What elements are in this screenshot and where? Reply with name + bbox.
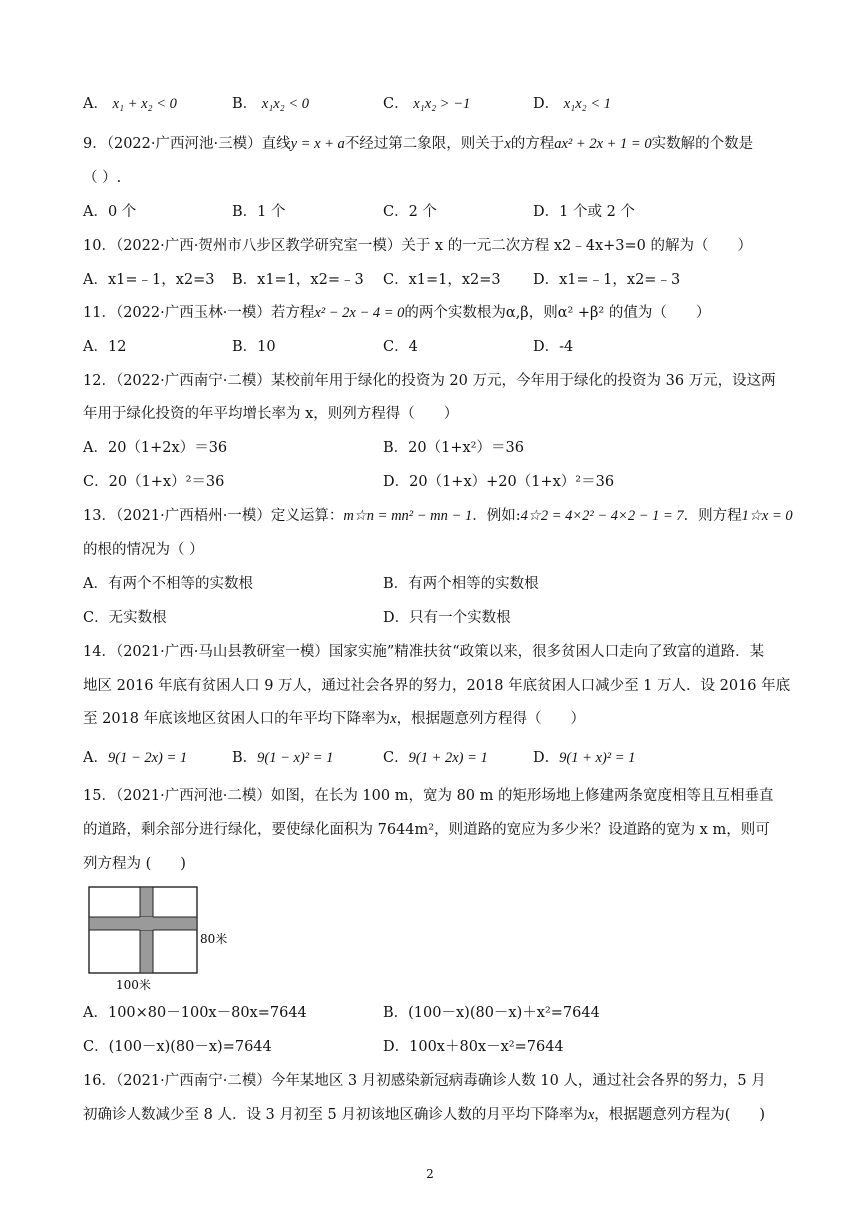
q13-option-a: A．有两个不相等的实数根 [83,576,253,592]
q12-option-d: D．20（1+x）+20（1+x）²＝36 [383,474,615,490]
q11-option-c: C．4 [383,339,418,355]
q13-option-d: D．只有一个实数根 [383,610,511,626]
q8-option-d: D． x₁x₂ < 1 [533,96,611,112]
q14-option-d: D．9(1 + x)² = 1 [533,750,636,766]
q10-stem: 10．（2022·广西·贺州市八步区教学研究室一模）关于 x 的一元二次方程 x2﹣4x+3=0 的解为（ ） [83,238,752,254]
q14-option-c: C．9(1 + 2x) = 1 [383,750,488,766]
q10-option-a: A．x1=﹣1，x2=3 [83,272,215,288]
q14-option-b: B．9(1 − x)² = 1 [232,750,334,766]
figure-label-width: 80米 [200,932,228,946]
road-crossing [140,917,153,930]
q11-option-b: B．10 [232,339,276,355]
q15-option-c: C．(100－x)(80－x)=7644 [83,1039,272,1055]
q9-option-c: C．2 个 [383,204,437,220]
q9-stem-cont: （ ）. [83,170,122,186]
q9-option-d: D．1 个或 2 个 [533,204,635,220]
q10-option-c: C．x1=1，x2=3 [383,272,501,288]
q9-option-a: A．0 个 [83,204,137,220]
q15-stem-cont2: 列方程为 ( ) [83,856,186,872]
road-field-figure [88,886,248,994]
figure-label-length: 100米 [116,978,151,992]
q12-stem: 12．（2022·广西南宁·二模）某校前年用于绿化的投资为 20 万元，今年用于绿化的投资为 36 万元，设这两 [83,373,776,389]
q11-stem: 11．（2022·广西玉林·一模）若方程x² − 2x − 4 = 0的两个实数根为α,β，则α² +β² 的值为（ ） [83,305,711,321]
q12-option-a: A．20（1+2x）＝36 [83,440,228,456]
q12-option-b: B．20（1+x²）＝36 [383,440,524,456]
q11-option-d: D．-4 [533,339,574,355]
q13-stem: 13．（2021·广西梧州·一模）定义运算：m☆n = mn² − mn − 1．例如:4☆2 = 4×2² − 4×2 − 1 = 7．则方程1☆x = 0 [83,508,793,524]
q12-option-c: C．20（1+x）²＝36 [83,474,225,490]
q11-option-a: A．12 [83,339,127,355]
q10-option-b: B．x1=1，x2=﹣3 [232,272,364,288]
q9-option-b: B．1 个 [232,204,286,220]
q16-stem-cont: 初确诊人数减少至 8 人．设 3 月初至 5 月初该地区确诊人数的月平均下降率为x，根据题意列方程为( ) [83,1107,766,1123]
q8-option-c: C． x₁x₂ > −1 [383,96,471,112]
q13-option-c: C．无实数根 [83,610,167,626]
q14-option-a: A．9(1 − 2x) = 1 [83,750,188,766]
q8-option-b: B． x₁x₂ < 0 [232,96,310,112]
q8-option-a: A． x₁ + x₂ < 0 [83,96,177,112]
q15-option-b: B．(100－x)(80－x)＋x²=7644 [383,1005,600,1021]
q15-option-d: D．100x＋80x－x²=7644 [383,1039,564,1055]
q14-stem-cont1: 地区 2016 年底有贫困人口 9 万人，通过社会各界的努力，2018 年底贫困人口减少至 1 万人．设 2016 年底 [83,678,791,694]
q13-stem-cont: 的根的情况为（ ） [83,542,204,558]
page-number: 2 [426,1167,434,1181]
q9-stem: 9．（2022·广西河池·三模）直线y = x + a不经过第二象限，则关于x的方程ax² + 2x + 1 = 0实数解的个数是 [83,136,754,152]
q15-option-a: A．100×80－100x－80x=7644 [83,1005,307,1021]
q15-stem: 15．（2021·广西河池·二模）如图，在长为 100 m，宽为 80 m 的矩形场地上修建两条宽度相等且互相垂直 [83,788,774,804]
q15-stem-cont1: 的道路，剩余部分进行绿化，要使绿化面积为 7644m²，则道路的宽应为多少米？设道路的宽为 x m，则可 [83,822,770,838]
q12-stem-cont: 年用于绿化投资的年平均增长率为 x，则列方程得（ ） [83,406,459,422]
q10-option-d: D．x1=﹣1，x2=﹣3 [533,272,681,288]
q13-option-b: B．有两个相等的实数根 [383,576,539,592]
q14-stem: 14．（2021·广西·马山县教研室一模）国家实施”精准扶贫“政策以来，很多贫困人口走向了致富的道路．某 [83,644,765,660]
q14-stem-cont2: 至 2018 年底该地区贫困人口的年平均下降率为x，根据题意列方程得（ ） [83,711,586,727]
q16-stem: 16．（2021·广西南宁·二模）今年某地区 3 月初感染新冠病毒确诊人数 10 人，通过社会各界的努力，5 月 [83,1073,766,1089]
